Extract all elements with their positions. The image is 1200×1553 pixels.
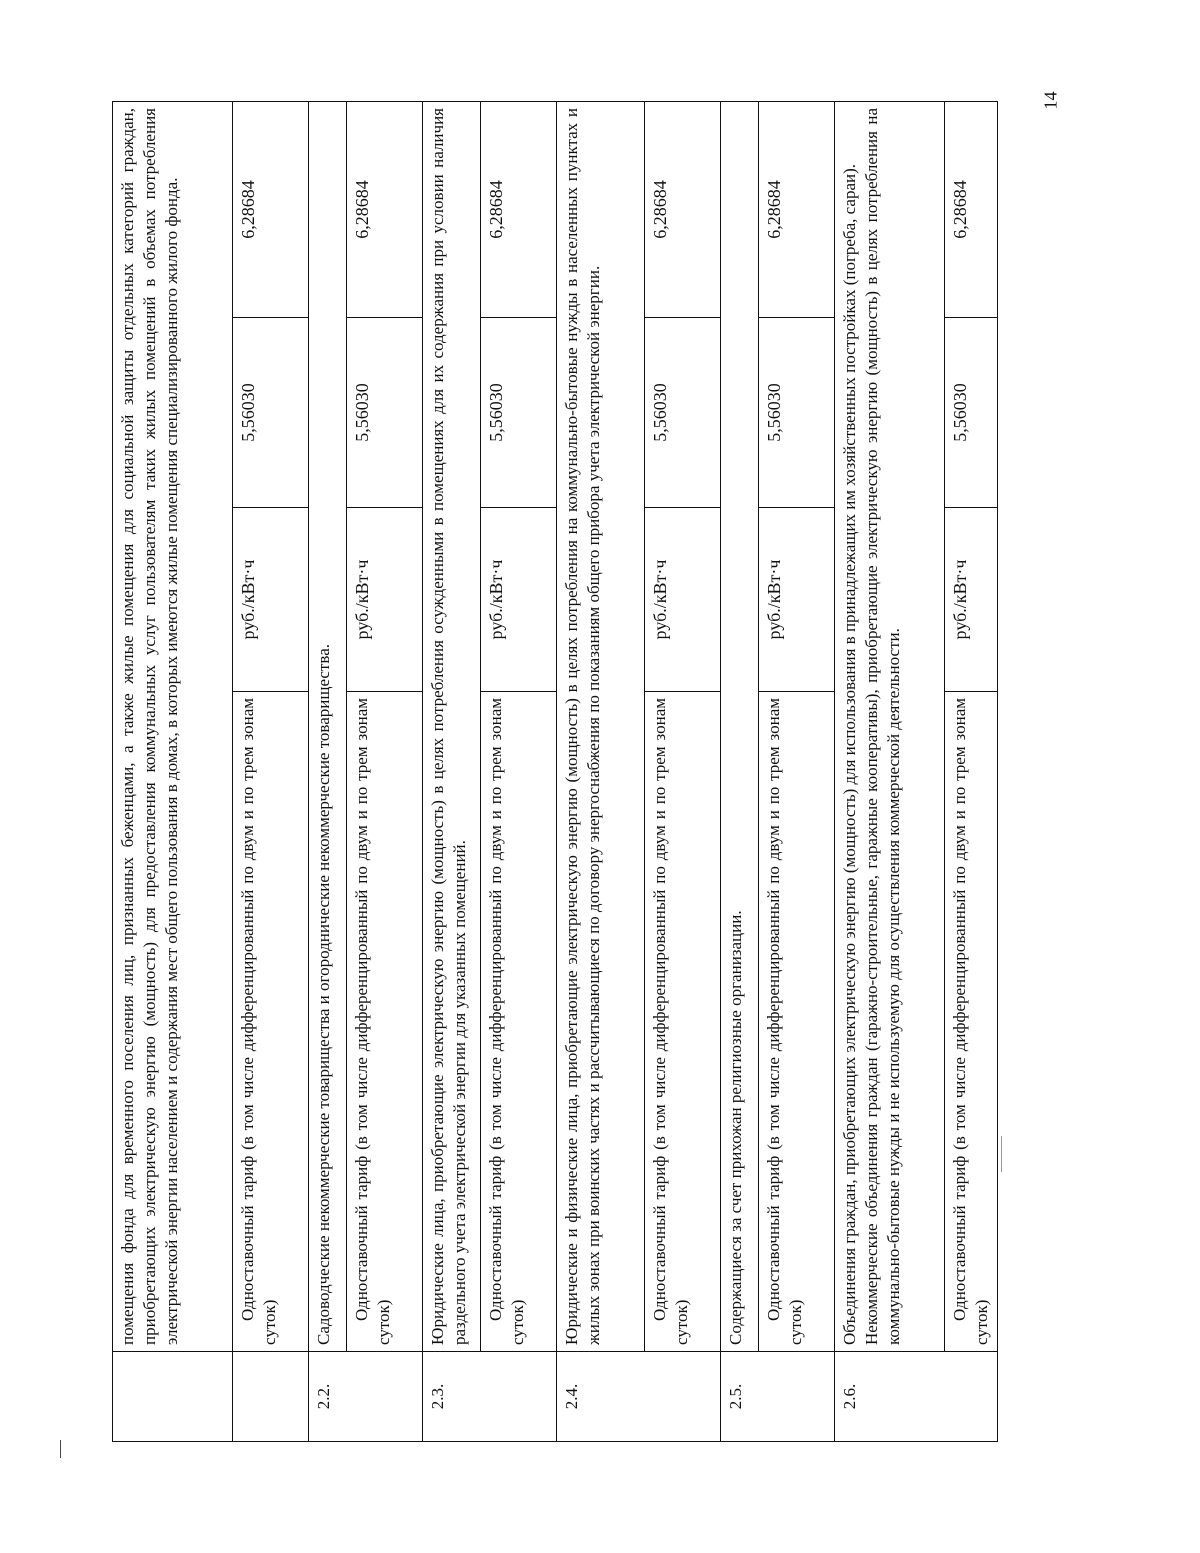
tariff-label-text: Одноставочный тариф (в том числе дифференцированный по двум и по трем зонам суток) — [764, 698, 805, 1345]
table-row — [945, 102, 998, 1442]
tariff-label-text: Одноставочный тариф (в том числе дифференцированный по двум и по трем зонам суток) — [650, 698, 691, 1345]
table-row — [557, 102, 645, 1442]
row-number — [113, 1352, 233, 1442]
tariff-unit: руб./кВт·ч — [347, 508, 423, 692]
tariff-value-2: 6,28684 — [945, 102, 998, 318]
table-row — [113, 102, 233, 1442]
category-description: Содержащиеся за счет прихожан религиозные организации. — [721, 102, 759, 1352]
tariff-value-1: 5,56030 — [759, 318, 835, 508]
row-number: 2.4. — [557, 1352, 721, 1442]
tariff-value-1: 5,56030 — [945, 318, 998, 508]
tariff-value-1: 5,56030 — [347, 318, 423, 508]
scan-mark — [1001, 1136, 1002, 1172]
table-row — [423, 102, 481, 1442]
tariff-value-1: 5,56030 — [481, 318, 557, 508]
row-number: 2.2. — [309, 1352, 423, 1442]
table-row — [309, 102, 347, 1442]
tariff-label — [945, 692, 998, 1352]
row-number: 2.6. — [835, 1352, 998, 1442]
tariff-label — [759, 692, 835, 1352]
tariff-unit: руб./кВт·ч — [945, 508, 998, 692]
category-description: Юридические лица, приобретающие электрическую энергию (мощность) в целях потребления осужденными в помещениях для их содержания при условии наличия раздельного учета электрической энергии для указанных помещений. — [423, 102, 481, 1352]
category-description: Садоводческие некоммерческие товарищества и огороднические некоммерческие товарищества. — [309, 102, 347, 1352]
tariff-value-2: 6,28684 — [481, 102, 557, 318]
tariff-unit: руб./кВт·ч — [759, 508, 835, 692]
category-description-line-2: Некоммерческие объединения граждан (гаражно-строительные, гаражные кооперативы), приобретающие электрическую энергию (мощность) в целях потребления на коммунально-бытовые нужды и не используемую для осуществления коммерческой деятельности. — [861, 108, 903, 1345]
tariff-label-text: Одноставочный тариф (в том числе дифференцированный по двум и по трем зонам суток) — [238, 698, 279, 1345]
tariff-table — [112, 101, 998, 1442]
table-row — [645, 102, 721, 1442]
tariff-label — [481, 692, 557, 1352]
row-number: 2.3. — [423, 1352, 557, 1442]
tariff-value-2: 6,28684 — [759, 102, 835, 318]
table-row — [233, 102, 309, 1442]
category-description: Юридические и физические лица, приобретающие электрическую энергию (мощность) в целях потребления на коммунально-бытовые нужды в населенных пунктах и жилых зонах при воинских частях и рассчитывающиеся по договору энергоснабжения по показаниям общего прибора учета электрической энергии. — [557, 102, 645, 1352]
table-row — [759, 102, 835, 1442]
category-description — [835, 102, 945, 1352]
table-row — [347, 102, 423, 1442]
tariff-value-2: 6,28684 — [233, 102, 309, 318]
tariff-unit: руб./кВт·ч — [645, 508, 721, 692]
tariff-label — [233, 692, 309, 1352]
tariff-label-text: Одноставочный тариф (в том числе дифференцированный по двум и по трем зонам суток) — [486, 698, 527, 1345]
tariff-value-2: 6,28684 — [347, 102, 423, 318]
row-number: 2.5. — [721, 1352, 835, 1442]
margin-mark — [60, 1440, 61, 1458]
tariff-unit: руб./кВт·ч — [233, 508, 309, 692]
tariff-label — [347, 692, 423, 1352]
row-number-empty — [233, 1352, 309, 1442]
tariff-value-2: 6,28684 — [645, 102, 721, 318]
page-number: 14 — [1040, 91, 1061, 110]
tariff-unit: руб./кВт·ч — [481, 508, 557, 692]
tariff-label-text: Одноставочный тариф (в том числе дифференцированный по двум и по трем зонам суток) — [352, 698, 393, 1345]
category-description: помещения фонда для временного поселения лиц, признанных беженцами, а также жилые помещения для социальной защиты отдельных категорий граждан, приобретающих электрическую энергию (мощность) для предоставления коммунальных услуг пользователям таких жилых помещений в объемах потребления электрической энергии населением и содержания мест общего пользования в домах, в которых имеются жилые помещения специализированного жилого фонда. — [113, 102, 233, 1352]
tariff-value-1: 5,56030 — [233, 318, 309, 508]
table-row — [835, 102, 945, 1442]
category-description-line-1: Объединения граждан, приобретающих электрическую энергию (мощность) для использования в принадлежащих им хозяйственных постройках (погреба, сараи). — [840, 163, 859, 1345]
tariff-label — [645, 692, 721, 1352]
tariff-value-1: 5,56030 — [645, 318, 721, 508]
table-row — [481, 102, 557, 1442]
table-row — [721, 102, 759, 1442]
tariff-label-text: Одноставочный тариф (в том числе дифференцированный по двум и по трем зонам суток) — [950, 698, 991, 1345]
rotated-page — [112, 102, 991, 1442]
